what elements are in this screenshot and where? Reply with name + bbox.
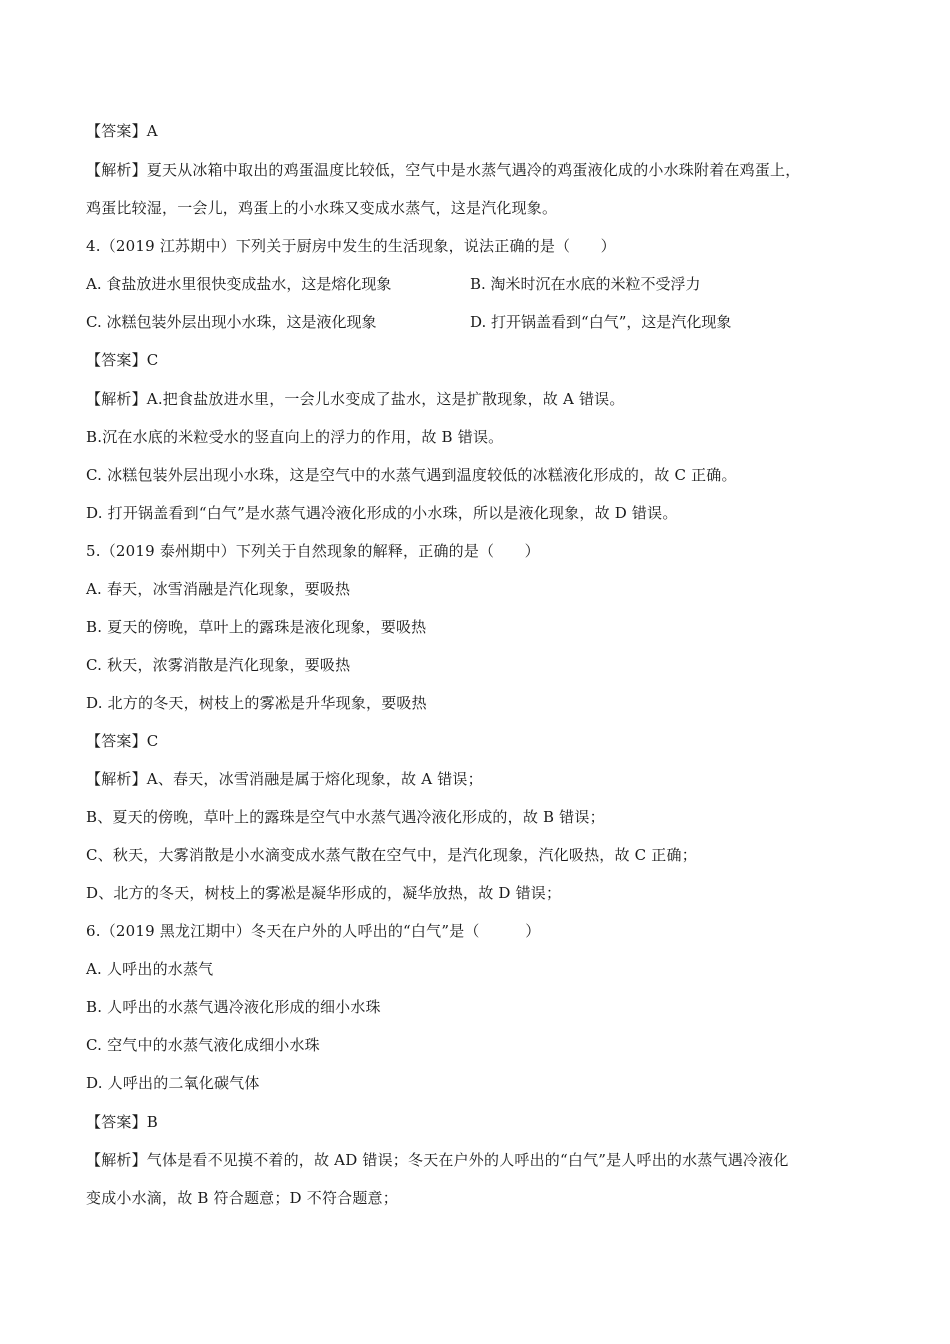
analysis-text: C. 冰糕包装外层出现小水珠，这是空气中的水蒸气遇到温度较低的冰糕液化形成的，故 C 正确。	[86, 466, 737, 484]
analysis-text: 鸡蛋比较湿，一会儿，鸡蛋上的小水珠又变成水蒸气，这是汽化现象。	[86, 199, 558, 217]
question-stem: 4.（2019 江苏期中）下列关于厨房中发生的生活现象，说法正确的是（ ）	[86, 237, 616, 255]
analysis-text: 【解析】A、春天，冰雪消融是属于熔化现象，故 A 错误；	[86, 770, 483, 788]
analysis-text: 【解析】夏天从冰箱中取出的鸡蛋温度比较低，空气中是水蒸气遇冷的鸡蛋液化成的小水珠附着在鸡蛋上，	[86, 161, 801, 179]
answer-label: 【答案】C	[86, 351, 159, 369]
analysis-text: D. 打开锅盖看到“白气”是水蒸气遇冷液化形成的小水珠，所以是液化现象，故 D 错误。	[86, 504, 678, 522]
option-a: A. 春天，冰雪消融是汽化现象，要吸热	[86, 580, 351, 598]
analysis-text: B、夏天的傍晚，草叶上的露珠是空气中水蒸气遇冷液化形成的，故 B 错误；	[86, 808, 605, 826]
option-a: A. 食盐放进水里很快变成盐水，这是熔化现象	[86, 275, 392, 293]
analysis-text: 【解析】A.把食盐放进水里，一会儿水变成了盐水，这是扩散现象，故 A 错误。	[86, 390, 625, 408]
option-c: C. 秋天，浓雾消散是汽化现象，要吸热	[86, 656, 351, 674]
analysis-text: D、北方的冬天，树枝上的雾凇是凝华形成的，凝华放热，故 D 错误；	[86, 884, 562, 902]
option-d: D. 打开锅盖看到“白气”，这是汽化现象	[470, 313, 732, 331]
option-b: B. 夏天的傍晚，草叶上的露珠是液化现象，要吸热	[86, 618, 427, 636]
option-b: B. 淘米时沉在水底的米粒不受浮力	[470, 275, 701, 293]
option-b: B. 人呼出的水蒸气遇冷液化形成的细小水珠	[86, 998, 381, 1016]
answer-label: 【答案】B	[86, 1113, 159, 1131]
option-c: C. 冰糕包装外层出现小水珠，这是液化现象	[86, 313, 377, 331]
analysis-text: C、秋天，大雾消散是小水滴变成水蒸气散在空气中，是汽化现象，汽化吸热，故 C 正确；	[86, 846, 697, 864]
option-d: D. 北方的冬天，树枝上的雾凇是升华现象，要吸热	[86, 694, 427, 712]
analysis-text: 变成小水滴，故 B 符合题意；D 不符合题意；	[86, 1189, 398, 1207]
option-c: C. 空气中的水蒸气液化成细小水珠	[86, 1036, 320, 1054]
answer-label: 【答案】C	[86, 732, 159, 750]
analysis-text: 【解析】气体是看不见摸不着的，故 AD 错误；冬天在户外的人呼出的“白气”是人呼出的水蒸气遇冷液化	[86, 1151, 789, 1169]
option-a: A. 人呼出的水蒸气	[86, 960, 214, 978]
question-stem: 6.（2019 黑龙江期中）冬天在户外的人呼出的“白气”是（ ）	[86, 922, 541, 940]
question-stem: 5.（2019 泰州期中）下列关于自然现象的解释，正确的是（ ）	[86, 542, 540, 560]
analysis-text: B.沉在水底的米粒受水的竖直向上的浮力的作用，故 B 错误。	[86, 428, 504, 446]
answer-label: 【答案】A	[86, 122, 158, 140]
option-d: D. 人呼出的二氧化碳气体	[86, 1074, 260, 1092]
